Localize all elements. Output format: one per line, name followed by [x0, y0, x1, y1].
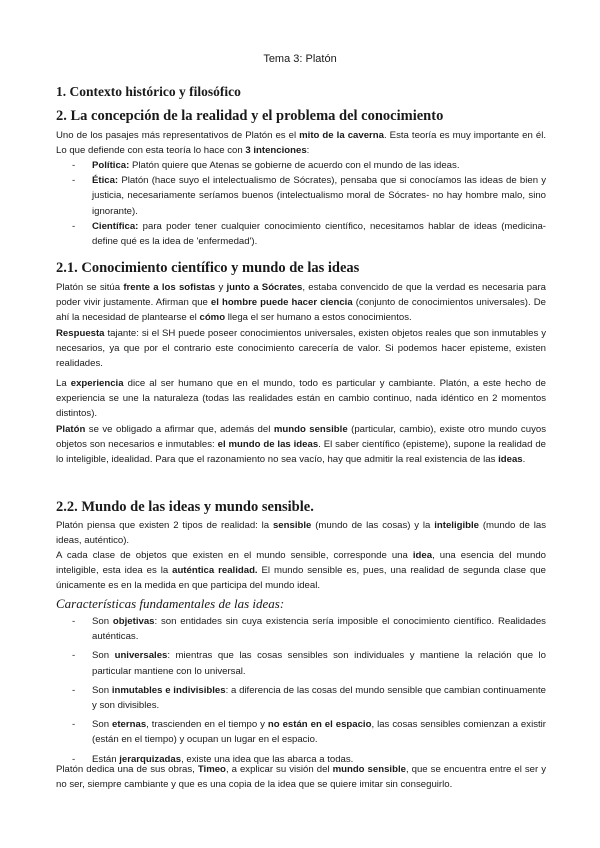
paragraph-sofistas: Platón se sitúa frente a los sofistas y junto a Sócrates, estaba convencido de que la verdad es necesaria para poder vivir justamente. Afirman que el hombre puede hacer ciencia (conjunto de conocimientos universales). De ahí la necesidad de plantearse el cómo llega el ser humano a estos conocimientos. [56, 282, 546, 324]
heading-contexto: 1. Contexto histórico y filosófico [56, 84, 241, 99]
intenciones-list [56, 158, 546, 249]
list-item-jerarquizadas: - Están jerarquizadas, existe una idea que las abarca a todas. [72, 753, 354, 765]
caracteristicas-list [56, 614, 546, 767]
paragraph-intro: Uno de los pasajes más representativos de Platón es el mito de la caverna. Esta teoría es muy importante en él. Lo que defiende con esta teoría lo hace con 3 intenciones: [56, 130, 546, 157]
paragraph-experiencia: La experiencia dice al ser humano que en el mundo, todo es particular y cambiante. Platón, a este hecho de experiencia se une la naturaleza (todas las realidades están en cambio continuo, nada idéntico en 2 momentos distintos). [56, 378, 546, 420]
page-title: Tema 3: Platón [263, 53, 337, 65]
paragraph-platon-mundos: Platón se ve obligado a afirmar que, además del mundo sensible (particular, cambio), existe otro mundo cuyos objetos son necesarios e inmutables: el mundo de las ideas. El saber científico (episteme), supone la realidad de lo inteligible, idealidad. Para que el razonamiento no sea vacío, hay que admitir la real existencia de las ideas. [56, 424, 547, 466]
heading-conocimiento-cientifico: 2.1. Conocimiento científico y mundo de las ideas [56, 260, 360, 276]
heading-concepcion: 2. La concepción de la realidad y el problema del conocimiento [56, 108, 444, 124]
list-item-objetivas: - Son objetivas: son entidades sin cuya existencia sería imposible el conocimiento científico. Realidades auténticas. [72, 616, 546, 643]
paragraph-tipos-realidad: Platón piensa que existen 2 tipos de realidad: la sensible (mundo de las cosas) y la inteligible (mundo de las ideas, auténtico). [56, 520, 546, 547]
list-item-eternas: - Son eternas, trascienden en el tiempo y no están en el espacio, las cosas sensibles comienzan a existir (están en el tiempo) y ocupan un lugar en el espacio. [72, 719, 546, 746]
paragraph-respuesta: Respuesta tajante: si el SH puede poseer conocimientos universales, existen objetos reales que son inmutables y necesarios, ya que por el contrario este conocimiento carecería de valor. Si podemos hacer episteme, existen realidades. [56, 328, 546, 370]
paragraph-clase-objetos: A cada clase de objetos que existen en el mundo sensible, corresponde una idea, una esencia del mundo inteligible, esta idea es la auténtica realidad. El mundo sensible es, pues, una realidad de segunda clase que únicamente es en la medida en que participa del mundo ideal. [56, 550, 546, 592]
heading-mundo-ideas-sensible: 2.2. Mundo de las ideas y mundo sensible. [56, 499, 314, 515]
caracteristicas-heading: Características fundamentales de las ideas: [56, 596, 285, 611]
list-item-etica: - Ética: Platón (hace suyo el intelectualismo de Sócrates), pensaba que si conocíamos las ideas de bien y justicia, necesariamente seríamos buenos (intelectualismo moral de Sócrates- no hay hombre malo, sino ignorante). [72, 175, 546, 217]
list-item-cientifica: - Científica: para poder tener cualquier conocimiento científico, necesitamos hablar de ideas (medicina- define qué es la idea de 'enfermedad'). [72, 220, 546, 248]
list-item-inmutables: - Son inmutables e indivisibles: a diferencia de las cosas del mundo sensible que cambian continuamente y son divisibles. [72, 684, 546, 712]
list-item-universales: - Son universales: mientras que las cosas sensibles son individuales y mantiene la relación que lo particular mantiene con lo universal. [72, 650, 546, 677]
list-item-politica: - Política: Platón quiere que Atenas se gobierne de acuerdo con el mundo de las ideas. [72, 160, 460, 171]
paragraph-timeo: Platón dedica una de sus obras, Timeo, a explicar su visión del mundo sensible, que se encuentra entre el ser y no ser, siempre cambiante y que es una copia de la idea que se quiere imitar sin conseguirlo. [56, 764, 547, 791]
